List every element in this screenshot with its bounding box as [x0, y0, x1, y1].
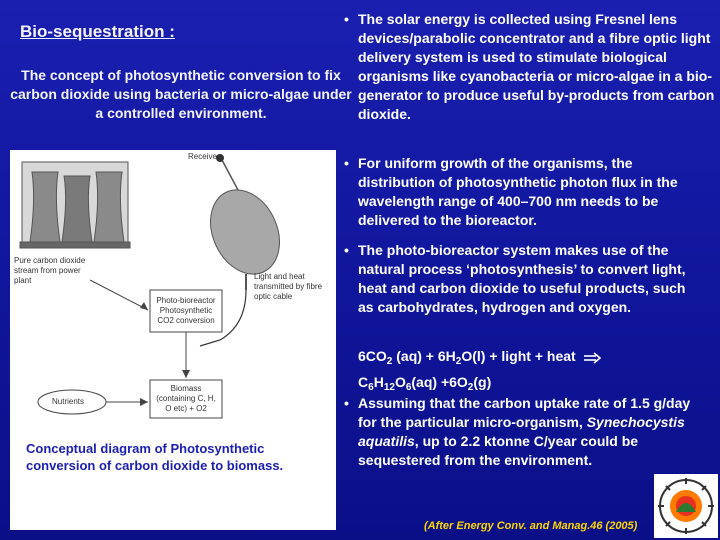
bullet-text: For uniform growth of the organisms, the distribution of photosynthetic photon flux in the wavelength range of 400–700 nm needs to be delivered to the bioreactor. — [358, 155, 678, 228]
nutrients-label: Nutrients — [52, 397, 85, 406]
bullet-item: • The solar energy is collected using Fresnel lens devices/parabolic concentrator and a fibre optic light delivery system is used to stimulate biological organisms like cyanobacteria or micro-algae in a bio-generator to produce useful by-products from carbon dioxide. — [340, 10, 715, 124]
light-heat-label: Light and heat transmitted by fibre optic cable — [254, 272, 323, 301]
receiver-label: Receiver — [188, 152, 220, 161]
equation-line-2: $C_6H_{12}O_6(aq) +6O_2(g)$ — [358, 374, 492, 393]
species-name: Synechocystis aquatilis — [358, 414, 685, 449]
implies-arrow-icon — [584, 352, 602, 364]
concept-text: The concept of photosynthetic conversion to fix carbon dioxide using bacteria or micro-algae under a controlled environment. — [10, 67, 352, 121]
biomass-label: Biomass (containing C, H, O etc) + O2 — [156, 384, 216, 413]
power-plant-icon — [20, 162, 130, 248]
bullet-text: Assuming that the carbon uptake rate of 1.5 g/day for the particular micro-organism, Synechocystis aquatilis, up to 2.2 ktonne C/year could be sequestered from the environment. — [358, 395, 691, 468]
bullet-item: • For uniform growth of the organisms, the distribution of photosynthetic photon flux in the wavelength range of 400–700 nm needs to be delivered to the bioreactor. — [340, 154, 700, 230]
solar-dish-icon — [197, 154, 292, 290]
diagram-caption: Conceptual diagram of Photosynthetic conversion of carbon dioxide to biomass. — [26, 441, 284, 473]
equation-line-1: $6CO_2$ $(aq) + 6H_2O(l)$ + light + heat — [358, 346, 602, 372]
institute-logo-icon — [654, 474, 718, 538]
bullet-item: • The photo-bioreactor system makes use of the natural process ‘photosynthesis’ to convert light, heat and carbon dioxide to useful products, such as carbohydrates, hydrogen and oxygen. — [340, 241, 700, 317]
bullet-item: • Assuming that the carbon uptake rate of 1.5 g/day for the particular micro-organism, Synechocystis aquatilis, up to 2.2 ktonne C/year could be sequestered from the environment. — [340, 394, 708, 470]
bullet-text: The photo-bioreactor system makes use of the natural process ‘photosynthesis’ to convert light, heat and carbon dioxide to useful products, such as carbohydrates, hydrogen and oxygen. — [358, 242, 686, 315]
chemical-equation — [358, 346, 602, 398]
citation: (After Energy Conv. and Manag.46 (2005) — [424, 520, 638, 532]
slide-title: Bio-sequestration : — [20, 22, 175, 41]
reactor-label: Photo-bioreactor Photosynthetic CO2 conversion — [156, 296, 216, 325]
bullet-text: The solar energy is collected using Fresnel lens devices/parabolic concentrator and a fibre optic light delivery system is used to stimulate biological organisms like cyanobacteria or micro-algae in a bio-generator to produce useful by-products from carbon dioxide. — [358, 11, 715, 122]
pure-co2-label: Pure carbon dioxide stream from power plant — [14, 256, 86, 285]
